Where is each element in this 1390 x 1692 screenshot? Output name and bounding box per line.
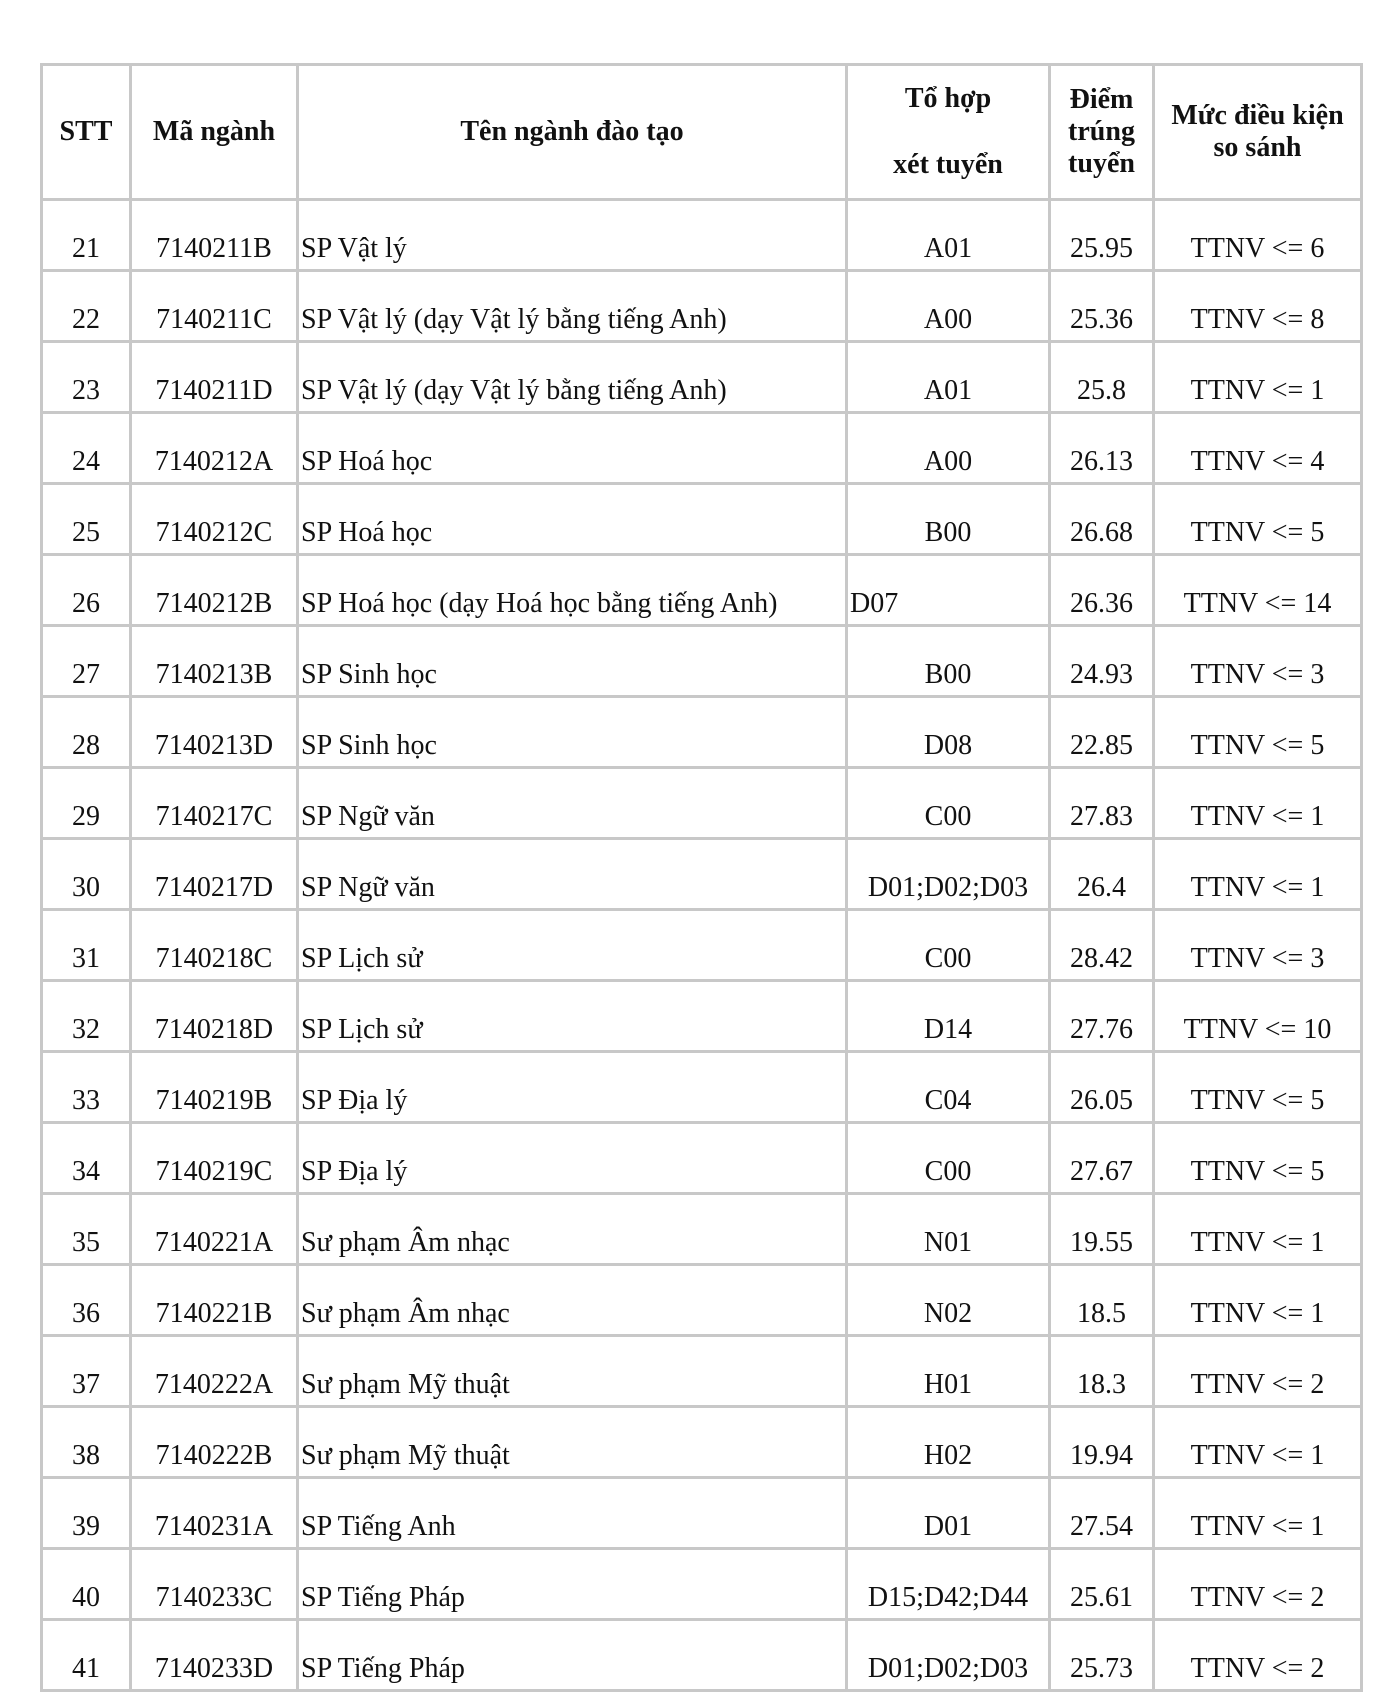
cell-subject-combination: C00 (847, 1123, 1050, 1194)
cell-subject-combination: D08 (847, 697, 1050, 768)
cell-stt: 29 (42, 768, 131, 839)
table-row (42, 342, 1362, 413)
header-admission-score (1050, 65, 1154, 200)
cell-stt: 36 (42, 1265, 131, 1336)
cell-major-name: SP Vật lý (298, 200, 847, 271)
cell-major-code: 7140221B (131, 1265, 298, 1336)
cell-stt: 31 (42, 910, 131, 981)
table-body (42, 200, 1362, 1691)
cell-comparison-condition: TTNV <= 1 (1154, 1407, 1362, 1478)
cell-stt: 32 (42, 981, 131, 1052)
table-row (42, 1620, 1362, 1691)
cell-major-name: SP Sinh học (298, 697, 847, 768)
cell-comparison-condition: TTNV <= 8 (1154, 271, 1362, 342)
cell-comparison-condition: TTNV <= 1 (1154, 1194, 1362, 1265)
cell-admission-score: 18.3 (1050, 1336, 1154, 1407)
table-row (42, 1194, 1362, 1265)
cell-comparison-condition: TTNV <= 3 (1154, 626, 1362, 697)
cell-admission-score: 27.67 (1050, 1123, 1154, 1194)
cell-comparison-condition: TTNV <= 5 (1154, 484, 1362, 555)
cell-comparison-condition: TTNV <= 1 (1154, 1478, 1362, 1549)
cell-major-name: SP Ngữ văn (298, 839, 847, 910)
table-row (42, 271, 1362, 342)
cell-subject-combination: C00 (847, 910, 1050, 981)
cell-major-code: 7140211B (131, 200, 298, 271)
table-row (42, 626, 1362, 697)
header-comparison-condition-line2: so sánh (1213, 132, 1302, 163)
cell-comparison-condition: TTNV <= 1 (1154, 1265, 1362, 1336)
cell-subject-combination: A00 (847, 413, 1050, 484)
cell-comparison-condition: TTNV <= 5 (1154, 697, 1362, 768)
cell-major-code: 7140231A (131, 1478, 298, 1549)
cell-subject-combination: D01;D02;D03 (847, 839, 1050, 910)
cell-admission-score: 25.36 (1050, 271, 1154, 342)
header-stt: STT (42, 65, 131, 200)
cell-admission-score: 19.94 (1050, 1407, 1154, 1478)
cell-major-code: 7140212A (131, 413, 298, 484)
cell-subject-combination: H02 (847, 1407, 1050, 1478)
header-subject-combination-line1: Tổ hợp (904, 83, 992, 115)
cell-admission-score: 27.83 (1050, 768, 1154, 839)
cell-stt: 30 (42, 839, 131, 910)
cell-major-code: 7140221A (131, 1194, 298, 1265)
cell-subject-combination: H01 (847, 1336, 1050, 1407)
cell-subject-combination: D15;D42;D44 (847, 1549, 1050, 1620)
cell-major-name: SP Lịch sử (298, 981, 847, 1052)
header-comparison-condition (1154, 65, 1362, 200)
cell-subject-combination: D14 (847, 981, 1050, 1052)
cell-major-code: 7140217D (131, 839, 298, 910)
table-row (42, 555, 1362, 626)
cell-major-name: SP Ngữ văn (298, 768, 847, 839)
cell-comparison-condition: TTNV <= 5 (1154, 1123, 1362, 1194)
cell-admission-score: 18.5 (1050, 1265, 1154, 1336)
table-row (42, 413, 1362, 484)
cell-major-name: Sư phạm Âm nhạc (298, 1194, 847, 1265)
cell-admission-score: 26.4 (1050, 839, 1154, 910)
header-subject-combination (847, 65, 1050, 200)
cell-stt: 38 (42, 1407, 131, 1478)
cell-subject-combination: D01;D02;D03 (847, 1620, 1050, 1691)
table-row (42, 981, 1362, 1052)
table-row (42, 1123, 1362, 1194)
cell-subject-combination: D07 (847, 555, 1050, 626)
cell-comparison-condition: TTNV <= 6 (1154, 200, 1362, 271)
cell-subject-combination: N01 (847, 1194, 1050, 1265)
table-row (42, 1052, 1362, 1123)
cell-admission-score: 25.73 (1050, 1620, 1154, 1691)
cell-major-code: 7140212B (131, 555, 298, 626)
cell-comparison-condition: TTNV <= 1 (1154, 768, 1362, 839)
cell-comparison-condition: TTNV <= 4 (1154, 413, 1362, 484)
cell-major-code: 7140213B (131, 626, 298, 697)
cell-admission-score: 28.42 (1050, 910, 1154, 981)
cell-stt: 22 (42, 271, 131, 342)
cell-major-code: 7140219C (131, 1123, 298, 1194)
cell-admission-score: 26.36 (1050, 555, 1154, 626)
cell-subject-combination: C00 (847, 768, 1050, 839)
cell-major-code: 7140233D (131, 1620, 298, 1691)
cell-stt: 35 (42, 1194, 131, 1265)
header-row (42, 65, 1362, 200)
cell-stt: 23 (42, 342, 131, 413)
cell-major-name: SP Hoá học (dạy Hoá học bằng tiếng Anh) (298, 555, 847, 626)
cell-comparison-condition: TTNV <= 2 (1154, 1549, 1362, 1620)
header-major-name: Tên ngành đào tạo (298, 65, 847, 200)
cell-admission-score: 25.61 (1050, 1549, 1154, 1620)
cell-major-code: 7140233C (131, 1549, 298, 1620)
table-row (42, 839, 1362, 910)
cell-subject-combination: B00 (847, 626, 1050, 697)
table-row (42, 200, 1362, 271)
header-admission-score-line1: Điểm (1069, 84, 1134, 116)
cell-major-code: 7140218C (131, 910, 298, 981)
cell-stt: 34 (42, 1123, 131, 1194)
cell-comparison-condition: TTNV <= 3 (1154, 910, 1362, 981)
table-row (42, 910, 1362, 981)
header-major-code: Mã ngành (131, 65, 298, 200)
cell-major-name: SP Hoá học (298, 413, 847, 484)
cell-admission-score: 25.95 (1050, 200, 1154, 271)
cell-major-code: 7140213D (131, 697, 298, 768)
cell-admission-score: 27.54 (1050, 1478, 1154, 1549)
header-admission-score-line3: tuyển (1068, 147, 1135, 179)
cell-major-code: 7140217C (131, 768, 298, 839)
table-row (42, 697, 1362, 768)
cell-comparison-condition: TTNV <= 14 (1154, 555, 1362, 626)
cell-major-code: 7140219B (131, 1052, 298, 1123)
cell-comparison-condition: TTNV <= 1 (1154, 342, 1362, 413)
cell-subject-combination: A01 (847, 200, 1050, 271)
cell-major-name: SP Tiếng Anh (298, 1478, 847, 1549)
cell-admission-score: 26.13 (1050, 413, 1154, 484)
cell-major-name: Sư phạm Mỹ thuật (298, 1336, 847, 1407)
table-row (42, 768, 1362, 839)
header-admission-score-line2: trúng (1068, 116, 1135, 148)
cell-major-name: SP Tiếng Pháp (298, 1549, 847, 1620)
cell-stt: 24 (42, 413, 131, 484)
cell-subject-combination: D01 (847, 1478, 1050, 1549)
cell-major-name: SP Sinh học (298, 626, 847, 697)
cell-major-name: SP Hoá học (298, 484, 847, 555)
cell-admission-score: 19.55 (1050, 1194, 1154, 1265)
cell-admission-score: 22.85 (1050, 697, 1154, 768)
cell-major-name: SP Lịch sử (298, 910, 847, 981)
cell-subject-combination: N02 (847, 1265, 1050, 1336)
cell-stt: 26 (42, 555, 131, 626)
cell-subject-combination: A00 (847, 271, 1050, 342)
cell-major-code: 7140222A (131, 1336, 298, 1407)
cell-major-name: SP Vật lý (dạy Vật lý bằng tiếng Anh) (298, 342, 847, 413)
cell-admission-score: 26.05 (1050, 1052, 1154, 1123)
cell-subject-combination: A01 (847, 342, 1050, 413)
cell-comparison-condition: TTNV <= 10 (1154, 981, 1362, 1052)
cell-admission-score: 26.68 (1050, 484, 1154, 555)
cell-stt: 37 (42, 1336, 131, 1407)
cell-admission-score: 24.93 (1050, 626, 1154, 697)
cell-stt: 41 (42, 1620, 131, 1691)
cell-admission-score: 25.8 (1050, 342, 1154, 413)
table-row (42, 1265, 1362, 1336)
admission-scores-table (40, 63, 1363, 1692)
cell-major-code: 7140218D (131, 981, 298, 1052)
cell-subject-combination: B00 (847, 484, 1050, 555)
cell-stt: 33 (42, 1052, 131, 1123)
table-row (42, 1407, 1362, 1478)
cell-major-code: 7140212C (131, 484, 298, 555)
cell-stt: 39 (42, 1478, 131, 1549)
cell-major-name: Sư phạm Âm nhạc (298, 1265, 847, 1336)
cell-admission-score: 27.76 (1050, 981, 1154, 1052)
cell-major-name: SP Địa lý (298, 1123, 847, 1194)
cell-stt: 25 (42, 484, 131, 555)
cell-major-code: 7140222B (131, 1407, 298, 1478)
cell-major-name: SP Vật lý (dạy Vật lý bằng tiếng Anh) (298, 271, 847, 342)
cell-major-name: SP Địa lý (298, 1052, 847, 1123)
table-row (42, 484, 1362, 555)
cell-stt: 28 (42, 697, 131, 768)
cell-subject-combination: C04 (847, 1052, 1050, 1123)
cell-major-code: 7140211D (131, 342, 298, 413)
cell-stt: 40 (42, 1549, 131, 1620)
cell-comparison-condition: TTNV <= 1 (1154, 839, 1362, 910)
table-row (42, 1478, 1362, 1549)
header-comparison-condition-line1: Mức điều kiện (1171, 100, 1344, 132)
cell-comparison-condition: TTNV <= 2 (1154, 1336, 1362, 1407)
admission-scores-sheet (40, 63, 1363, 1692)
cell-major-code: 7140211C (131, 271, 298, 342)
table-row (42, 1549, 1362, 1620)
cell-comparison-condition: TTNV <= 2 (1154, 1620, 1362, 1691)
cell-major-name: Sư phạm Mỹ thuật (298, 1407, 847, 1478)
cell-major-name: SP Tiếng Pháp (298, 1620, 847, 1691)
header-subject-combination-line2: xét tuyển (893, 149, 1003, 180)
cell-comparison-condition: TTNV <= 5 (1154, 1052, 1362, 1123)
table-header (42, 65, 1362, 200)
table-row (42, 1336, 1362, 1407)
cell-stt: 27 (42, 626, 131, 697)
cell-stt: 21 (42, 200, 131, 271)
